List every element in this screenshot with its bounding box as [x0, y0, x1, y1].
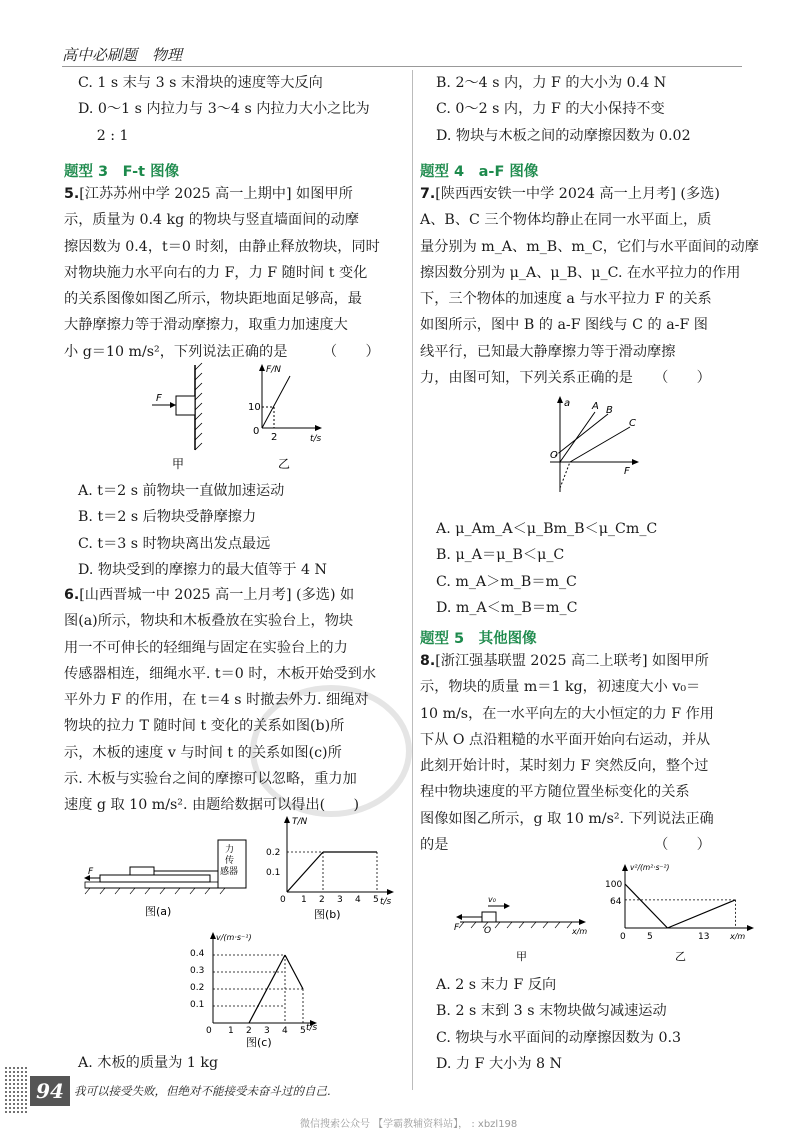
q6-figure-a	[80, 830, 239, 920]
tick-label: 1	[228, 1026, 234, 1036]
tick-label: 2	[319, 895, 325, 905]
option-d: D. 物块与木板之间的动摩擦因数为 0.02	[436, 127, 691, 144]
tick-label: 0.2	[266, 848, 281, 858]
q7-figure	[540, 392, 650, 502]
line-label: B	[606, 405, 613, 416]
column-divider	[412, 70, 413, 1090]
option-a: A. 2 s 末力 F 反向	[436, 977, 557, 993]
question-5	[64, 181, 380, 365]
axis-y-label: v/(m·s⁻¹)	[216, 933, 252, 942]
question-text: A、B、C 三个物体均静止在同一水平面上，质	[420, 212, 712, 229]
caption: 甲	[516, 950, 527, 963]
origin-label: 0	[280, 895, 286, 905]
tick-label: 0.1	[266, 868, 281, 878]
question-text: 10 m/s，在一水平向左的大小恒定的力 F 作用	[420, 705, 714, 722]
tick-label: 5	[300, 1026, 306, 1036]
caption: 图(a)	[145, 905, 172, 918]
option-b: B. 2 s 末到 3 s 末物块做匀减速运动	[436, 1003, 667, 1020]
question-text: 的关系图像如图乙所示，物块距地面足够高，最	[64, 291, 362, 308]
tick-label: 2	[271, 432, 278, 443]
question-text: 示. 木板与实验台之间的摩擦可以忽略，重力加	[64, 771, 357, 788]
question-text: 小 g＝10 m/s²，下列说法正确的是 （ ）	[64, 343, 380, 360]
sensor-label-3: 感器	[220, 867, 239, 877]
option-d: D. 力 F 大小为 8 N	[436, 1055, 562, 1072]
option-a: A. 木板的质量为 1 kg	[78, 1055, 219, 1071]
question-text: 大静摩擦力等于滑动摩擦力，取重力加速度大	[64, 317, 348, 334]
option-b: B. t＝2 s 后物块受静摩擦力	[78, 509, 257, 526]
question-text: 下，三个物体的加速度 a 与水平拉力 F 的关系	[420, 291, 712, 308]
question-text: 此刻开始计时，某时刻力 F 突然反向，整个过	[420, 758, 709, 775]
option-line: 2 : 1	[78, 127, 129, 144]
option-d: D. 物块受到的摩擦力的最大值等于 4 N	[78, 561, 327, 578]
question-7	[420, 181, 759, 391]
question-text: 用一不可伸长的轻细绳与固定在实验台上的力	[64, 639, 348, 656]
tick-label: 0.4	[190, 949, 205, 959]
axis-x-label: t/s	[310, 434, 322, 444]
v2-curve	[625, 884, 668, 928]
option-b: B. μ_A＝μ_B＜μ_C	[436, 547, 565, 564]
origin-label: O	[550, 450, 558, 461]
axis-y-label: F/N	[266, 365, 281, 375]
q7-options	[436, 516, 657, 621]
tick-label: 100	[605, 880, 623, 890]
caption: 乙	[675, 950, 686, 963]
section-title-type4: 题型 4 a-F 图像	[420, 164, 539, 180]
tick-label: 5	[373, 895, 379, 905]
caption: 图(c)	[246, 1036, 272, 1049]
force-label: F	[454, 923, 460, 933]
question-text: 传感器相连，细绳水平. t＝0 时，木板开始受到水	[64, 665, 377, 682]
option-c: C. t＝3 s 时物块离出发点最远	[78, 535, 271, 552]
axis-x-label: t/s	[380, 897, 392, 907]
axis-x-label: t/s	[306, 1023, 318, 1033]
origin-label: O	[484, 926, 492, 936]
question-text: 物块的拉力 T 随时间 t 变化的关系如图(b)所	[64, 718, 345, 735]
axis-y-label: a	[564, 398, 571, 409]
origin-label: 0	[620, 932, 626, 942]
force-label: F	[156, 393, 162, 404]
force-label: F	[88, 867, 94, 877]
q5-figures	[140, 360, 340, 470]
origin-label: 0	[206, 1026, 212, 1036]
running-header: 高中必刷题 物理	[62, 46, 183, 64]
question-text: 图(a)所示，物块和木板叠放在实验台上，物块	[64, 613, 354, 630]
footer-decoration	[4, 1066, 28, 1114]
q5-options	[78, 478, 327, 583]
caption: 甲	[172, 457, 185, 471]
tick-label: 0.3	[190, 966, 205, 976]
tick-label: 3	[337, 895, 343, 905]
tick-label: 4	[282, 1026, 288, 1036]
footer-motto: 我可以接受失败，但绝对不能接受未奋斗过的自己.	[74, 1084, 331, 1098]
sensor-label-2: 传	[225, 856, 235, 866]
caption: 乙	[278, 457, 291, 471]
option-c: C. 物块与水平面间的动摩擦因数为 0.3	[436, 1029, 682, 1046]
tick-label: 3	[264, 1026, 270, 1036]
question-text: 图像如图乙所示，g 取 10 m/s². 下列说法正确	[420, 810, 714, 827]
sensor-label-1: 力	[225, 845, 235, 855]
option-c: C. 0～2 s 内，力 F 的大小保持不变	[436, 101, 665, 118]
v2-curve	[668, 900, 736, 928]
axis-y-label: T/N	[292, 817, 308, 827]
q8-options	[436, 972, 681, 1077]
question-text: 线平行，已知最大静摩擦力等于滑动摩擦	[420, 343, 676, 360]
axis-x-label: x/m	[730, 932, 746, 941]
header-rule	[62, 66, 742, 67]
tick-label: 2	[246, 1026, 252, 1036]
question-text: 示，物块的质量 m＝1 kg，初速度大小 v₀＝	[420, 679, 701, 696]
question-8	[420, 648, 714, 858]
axis-x-label: F	[624, 466, 630, 477]
q6-figure-c	[178, 928, 328, 1048]
q6-option-a	[78, 1050, 218, 1076]
option-c: C. m_A＞m_B＝m_C	[436, 573, 577, 590]
question-text: [山西晋城一中 2025 高一上月考] (多选) 如	[79, 587, 355, 603]
question-text: [陕西西安铁一中学 2024 高一上月考] (多选)	[435, 186, 720, 202]
line-label: A	[592, 401, 599, 412]
tick-label: 0.1	[190, 1000, 205, 1010]
question-number: 5.	[64, 186, 80, 202]
q6-figure-b	[262, 812, 402, 922]
tick-label: 4	[355, 895, 361, 905]
question-text: 擦因数分别为 μ_A、μ_B、μ_C. 在水平拉力的作用	[420, 264, 741, 281]
question-text: [浙江强基联盟 2025 高二上联考] 如图甲所	[435, 653, 709, 669]
option-a: A. μ_Am_A＜μ_Bm_B＜μ_Cm_C	[436, 521, 658, 537]
section-title-type5: 题型 5 其他图像	[420, 631, 537, 647]
line-label: C	[629, 418, 636, 429]
watermark-text: 微信搜索公众号 【学霸教辅资料站】， : xbzl198	[300, 1119, 518, 1130]
question-number: 7.	[420, 186, 436, 202]
caption: 图(b)	[314, 908, 341, 921]
axis-x-label: x/m	[572, 927, 588, 936]
question-text: 的是 （ ）	[420, 837, 711, 854]
tick-label: 5	[647, 932, 653, 942]
question-number: 8.	[420, 653, 436, 669]
question-text: 程中物块速度的平方随位置坐标变化的关系	[420, 784, 690, 801]
line-b	[560, 414, 608, 452]
v-curve	[285, 955, 303, 989]
tick-label: 1	[301, 895, 307, 905]
question-text: [江苏苏州中学 2025 高一上期中] 如图甲所	[79, 186, 353, 202]
q8-figures	[450, 860, 770, 970]
question-text: 速度 g 取 10 m/s². 由题给数据可以得出( )	[64, 797, 360, 814]
option-b: B. 2～4 s 内，力 F 的大小为 0.4 N	[436, 75, 667, 91]
tick-label: 64	[610, 897, 622, 907]
tick-label: 13	[698, 932, 710, 942]
question-text: 示，质量为 0.4 kg 的物块与竖直墙面间的动摩	[64, 212, 359, 229]
v0-label: v₀	[488, 895, 496, 904]
origin-label: 0	[253, 426, 260, 437]
option-line: D. 0～1 s 内拉力与 3～4 s 内拉力大小之比为	[78, 101, 370, 118]
question-text: 下从 O 点沿粗糙的水平面开始向右运动，并从	[420, 731, 711, 748]
question-text: 力，由图可知，下列关系正确的是 （ ）	[420, 370, 711, 387]
line-c	[570, 427, 630, 462]
question-text: 擦因数为 0.4，t＝0 时刻，由静止释放物块，同时	[64, 238, 380, 255]
question-6	[64, 582, 376, 819]
q4-tail-options	[78, 70, 370, 149]
tick-label: 0.2	[190, 983, 205, 993]
axis-y-label: v²/(m²·s⁻²)	[630, 863, 670, 872]
question-text: 对物块施力水平向右的力 F，力 F 随时间 t 变化	[64, 264, 368, 281]
question-text: 示，木板的速度 v 与时间 t 的关系如图(c)所	[64, 744, 342, 761]
option-a: A. t＝2 s 前物块一直做加速运动	[78, 483, 285, 499]
option-line: C. 1 s 末与 3 s 末滑块的速度等大反向	[78, 75, 323, 91]
option-d: D. m_A＜m_B＝m_C	[436, 599, 578, 616]
question-text: 如图所示，图中 B 的 a-F 图线与 C 的 a-F 图	[420, 317, 708, 334]
tick-label: 10	[248, 402, 261, 413]
q6-remaining-options	[436, 70, 691, 149]
page-number: 94	[30, 1076, 70, 1106]
block	[176, 396, 195, 415]
question-text: 平外力 F 的作用，在 t＝4 s 时撤去外力. 细绳对	[64, 692, 369, 709]
question-number: 6.	[64, 587, 80, 603]
section-title-type3: 题型 3 F-t 图像	[64, 164, 180, 180]
question-text: 量分别为 m_A、m_B、m_C，它们与水平面间的动摩	[420, 238, 759, 255]
t-curve	[287, 852, 323, 892]
